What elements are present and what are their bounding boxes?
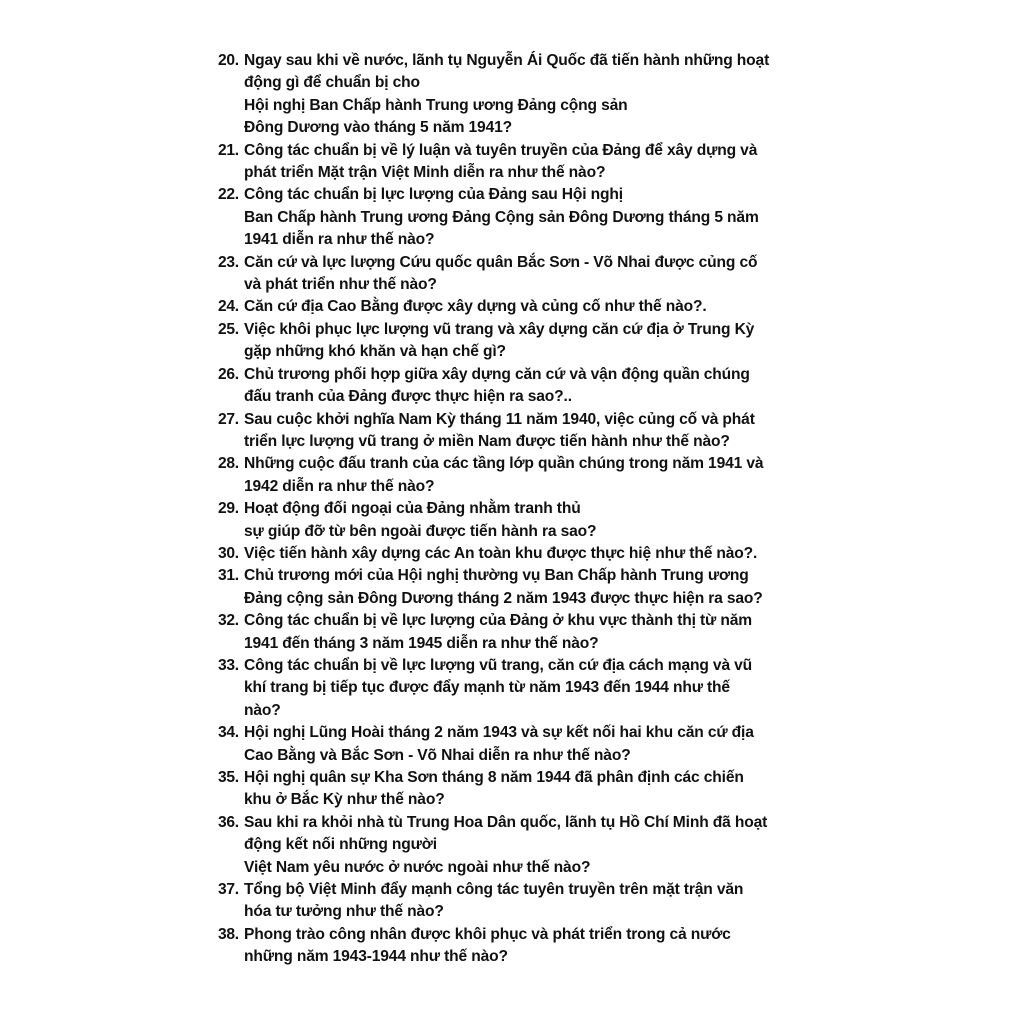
question-number: 37.	[218, 881, 239, 899]
question-text-line: gặp những khó khăn và hạn chế gì?	[244, 343, 506, 361]
question-number: 33.	[218, 656, 239, 674]
question-text-line: Ngay sau khi về nước, lãnh tụ Nguyễn Ái Quốc đã tiến hành những hoạt	[244, 52, 770, 69]
question-text-line: phát triển Mặt trận Việt Minh diễn ra như thế nào?	[244, 164, 606, 182]
question-text-line: 1941 diễn ra như thế nào?	[244, 231, 435, 249]
question-text	[244, 924, 818, 969]
question-text	[244, 319, 818, 364]
question-number: 24.	[218, 298, 239, 316]
question-item	[218, 252, 818, 297]
question-text-line: động kết nối những người	[244, 836, 437, 854]
question-text-line: những năm 1943-1944 như thế nào?	[244, 948, 508, 966]
question-text-line: khu ở Bắc Kỳ như thế nào?	[244, 791, 445, 809]
question-text-line: và phát triển như thế nào?	[244, 276, 437, 294]
question-text-line: Công tác chuẩn bị về lực lượng của Đảng ở khu vực thành thị từ năm	[244, 612, 752, 630]
question-text	[244, 140, 818, 185]
question-text-line: Chủ trương phối hợp giữa xây dựng căn cứ và vận động quần chúng	[244, 365, 750, 383]
question-text-line: Hội nghị Ban Chấp hành Trung ương Đảng cộng sản	[244, 96, 628, 114]
question-text	[244, 409, 818, 454]
question-text-line: Công tác chuẩn bị về lý luận và tuyên truyền của Đảng để xây dựng và	[244, 141, 758, 159]
question-text-line: Hội nghị quân sự Kha Sơn tháng 8 năm 1944 đã phân định các chiến	[244, 769, 744, 786]
question-number: 29.	[218, 500, 239, 518]
question-text-line: Việt Nam yêu nước ở nước ngoài như thế nào?	[244, 858, 591, 876]
question-text-line: Sau cuộc khởi nghĩa Nam Kỳ tháng 11 năm 1940, việc củng cố và phát	[244, 410, 755, 428]
question-item	[218, 184, 818, 251]
question-text-line: Việc tiến hành xây dựng các An toàn khu được thực hiệ như thế nào?.	[244, 544, 758, 562]
question-number: 21.	[218, 141, 239, 159]
question-text	[244, 252, 818, 297]
question-text	[244, 610, 818, 655]
question-number: 31.	[218, 567, 239, 585]
question-text-line: triển lực lượng vũ trang ở miền Nam được tiến hành như thế nào?	[244, 432, 730, 450]
question-text-line: Cao Bằng và Bắc Sơn - Võ Nhai diễn ra như thế nào?	[244, 746, 631, 764]
question-text-line: Công tác chuẩn bị lực lượng của Đảng sau Hội nghị	[244, 186, 623, 204]
question-item	[218, 655, 818, 722]
question-text-line: Ban Chấp hành Trung ương Đảng Cộng sản Đông Dương tháng 5 năm	[244, 208, 759, 226]
question-text	[244, 655, 818, 722]
question-item	[218, 543, 818, 565]
question-text	[244, 565, 818, 610]
question-item	[218, 924, 818, 969]
question-text-line: khí trang bị tiếp tục được đẩy mạnh từ năm 1943 đến 1944 như thế	[244, 679, 730, 697]
question-text-line: 1941 đến tháng 3 năm 1945 diễn ra như thế nào?	[244, 634, 599, 652]
question-text-line: Phong trào công nhân được khôi phục và phát triển trong cả nước	[244, 925, 731, 943]
question-list	[218, 50, 818, 969]
question-text-line: Hội nghị Lũng Hoài tháng 2 năm 1943 và sự kết nối hai khu căn cứ địa	[244, 724, 754, 742]
question-text-line: Sau khi ra khỏi nhà tù Trung Hoa Dân quốc, lãnh tụ Hồ Chí Minh đã hoạt	[244, 813, 768, 831]
question-text	[244, 296, 818, 318]
question-item	[218, 498, 818, 543]
question-item	[218, 879, 818, 924]
question-number: 27.	[218, 410, 239, 428]
question-text	[244, 453, 818, 498]
question-number: 26.	[218, 365, 239, 383]
question-number: 35.	[218, 769, 239, 786]
question-text-line: Việc khôi phục lực lượng vũ trang và xây dựng căn cứ địa ở Trung Kỳ	[244, 320, 755, 338]
question-number: 23.	[218, 253, 239, 271]
question-item	[218, 409, 818, 454]
question-item	[218, 319, 818, 364]
question-text-line: Tổng bộ Việt Minh đẩy mạnh công tác tuyên truyền trên mặt trận văn	[244, 881, 744, 899]
question-text-line: sự giúp đỡ từ bên ngoài được tiến hành ra sao?	[244, 522, 597, 540]
question-item	[218, 610, 818, 655]
question-item	[218, 50, 818, 140]
question-text-line: Những cuộc đấu tranh của các tầng lớp quần chúng trong năm 1941 và	[244, 455, 764, 473]
question-number: 36.	[218, 813, 239, 831]
question-text-line: Đông Dương vào tháng 5 năm 1941?	[244, 119, 512, 137]
question-item	[218, 140, 818, 185]
question-text-line: Chủ trương mới của Hội nghị thường vụ Ban Chấp hành Trung ương	[244, 567, 749, 585]
question-number: 38.	[218, 925, 239, 943]
question-item	[218, 722, 818, 767]
question-text	[244, 543, 818, 565]
question-number: 22.	[218, 186, 239, 204]
question-number: 32.	[218, 612, 239, 630]
question-text	[244, 812, 818, 879]
question-text-line: hóa tư tưởng như thế nào?	[244, 903, 444, 921]
question-text-line: Công tác chuẩn bị về lực lượng vũ trang, căn cứ địa cách mạng và vũ	[244, 656, 753, 674]
question-text-line: nào?	[244, 701, 281, 719]
question-text	[244, 767, 818, 812]
question-text-line: Đảng cộng sản Đông Dương tháng 2 năm 1943 được thực hiện ra sao?	[244, 589, 763, 607]
question-text-line: động gì để chuẩn bị cho	[244, 74, 420, 92]
question-text-line: Căn cứ và lực lượng Cứu quốc quân Bắc Sơn - Võ Nhai được củng cố	[244, 253, 758, 271]
question-item	[218, 296, 818, 318]
question-item	[218, 364, 818, 409]
question-number: 34.	[218, 724, 239, 742]
question-number: 20.	[218, 52, 239, 69]
question-text	[244, 498, 818, 543]
question-text	[244, 184, 818, 251]
question-text	[244, 364, 818, 409]
question-item	[218, 767, 818, 812]
question-text-line: đấu tranh của Đảng được thực hiện ra sao?..	[244, 388, 572, 406]
question-item	[218, 453, 818, 498]
question-item	[218, 565, 818, 610]
question-text-line: 1942 diễn ra như thế nào?	[244, 477, 435, 495]
question-number: 25.	[218, 320, 239, 338]
question-text	[244, 50, 818, 140]
question-text	[244, 879, 818, 924]
question-text-line: Hoạt động đối ngoại của Đảng nhằm tranh thủ	[244, 500, 581, 518]
question-item	[218, 812, 818, 879]
question-text	[244, 722, 818, 767]
question-number: 28.	[218, 455, 239, 473]
question-number: 30.	[218, 544, 239, 562]
question-text-line: Căn cứ địa Cao Bằng được xây dựng và củng cố như thế nào?.	[244, 298, 707, 316]
